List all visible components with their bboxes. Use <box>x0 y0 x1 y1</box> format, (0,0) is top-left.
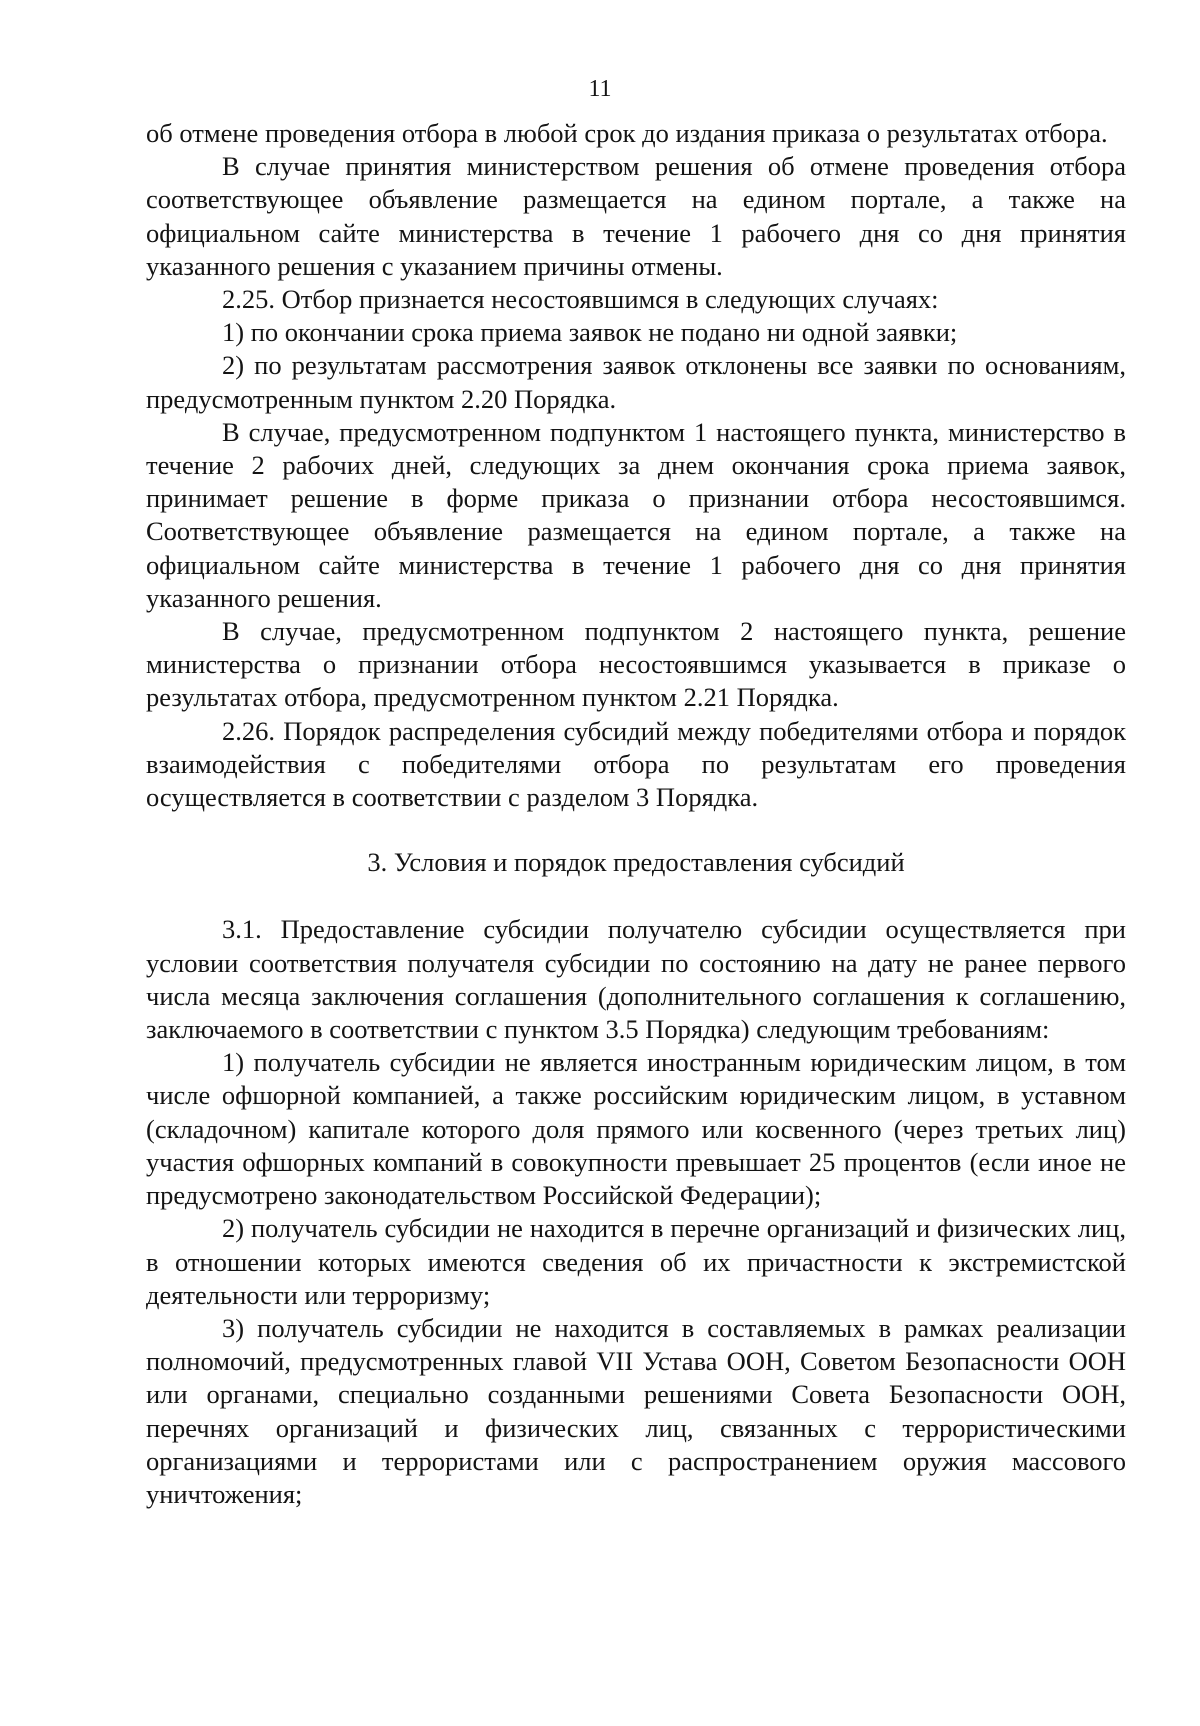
paragraph-case-2: В случае, предусмотренном подпунктом 2 настоящего пункта, решение министерства о признании отбора несостоявшимся указывается в приказе о результатах отбора, предусмотренном пунктом 2.21 Порядка. <box>146 616 1126 713</box>
paragraph-2-25: 2.25. Отбор признается несостоявшимся в следующих случаях: <box>222 284 939 315</box>
document-body <box>146 117 1126 1511</box>
paragraph-cancellation-notice: В случае принятия министерством решения об отмене проведения отбора соответствующее объявление размещается на едином портале, а также на официальном сайте министерства в течение 1 рабочего дня со дня принятия указанного решения с указанием причины отмены. <box>146 151 1126 281</box>
section-heading: 3. Условия и порядок предоставления субсидий <box>367 847 905 878</box>
list-item-3-1-1: 1) получатель субсидии не является иностранным юридическим лицом, в том числе офшорной компанией, а также российским юридическим лицом, в уставном (складочном) капитале которого доля прямого или косвенного (через третьих лиц) участия офшорных компаний в совокупности превышает 25 процентов (если иное не предусмотрено законодательством Российской Федерации); <box>146 1047 1126 1211</box>
list-item-3-1-3: 3) получатель субсидии не находится в составляемых в рамках реализации полномочий, предусмотренных главой VII Устава ООН, Советом Безопасности ООН или органами, специально созданными решениями Совета Безопасности ООН, перечнях организаций и физических лиц, связанных с террористическими организациями и террористами или с распространением оружия массового уничтожения; <box>146 1312 1126 1509</box>
paragraph-case-1: В случае, предусмотренном подпунктом 1 настоящего пункта, министерство в течение 2 рабочих дней, следующих за днем окончания срока приема заявок, принимает решение в форме приказа о признании отбора несостоявшимся. Соответствующее объявление размещается на едином портале, а также на официальном сайте министерства в течение 1 рабочего дня со дня принятия указанного решения. <box>146 416 1126 613</box>
paragraph-3-1: 3.1. Предоставление субсидии получателю субсидии осуществляется при условии соответствия получателя субсидии по состоянию на дату не ранее первого числа месяца заключения соглашения (дополнительного соглашения к соглашению, заключаемого в соответствии с пунктом 3.5 Порядка) следующим требованиям: <box>146 914 1126 1045</box>
page-number: 11 <box>588 76 612 102</box>
paragraph-2-26: 2.26. Порядок распределения субсидий между победителями отбора и порядок взаимодействия с победителями отбора по результатам его проведения осуществляется в соответствии с разделом 3 Порядка. <box>146 715 1126 813</box>
paragraph-continuation: об отмене проведения отбора в любой срок до издания приказа о результатах отбора. <box>146 118 1108 148</box>
list-item-2-25-2: 2) по результатам рассмотрения заявок отклонены все заявки по основаниям, предусмотренным пунктом 2.20 Порядка. <box>146 350 1126 414</box>
list-item-2-25-1: 1) по окончании срока приема заявок не подано ни одной заявки; <box>222 317 958 348</box>
list-item-3-1-2: 2) получатель субсидии не находится в перечне организаций и физических лиц, в отношении которых имеются сведения об их причастности к экстремистской деятельности или терроризму; <box>146 1213 1126 1310</box>
